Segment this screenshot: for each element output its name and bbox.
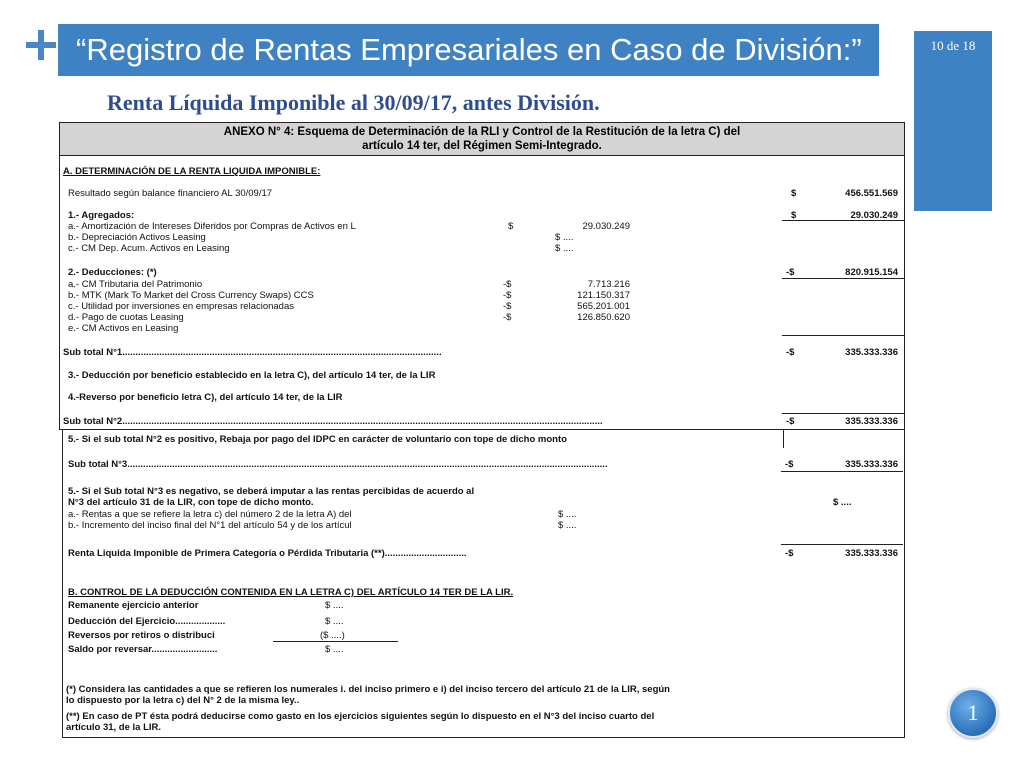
step-number-badge: 1	[948, 688, 998, 738]
rli-value: 335.333.336	[845, 548, 898, 559]
note2-line2: artículo 31, de la LIR.	[66, 722, 162, 733]
agregados-item-a-cur: $	[508, 221, 514, 232]
deducciones-item-c-value: 565.201.001	[577, 301, 630, 312]
deducciones-item-b-cur: -$	[503, 290, 512, 301]
deducciones-item-a-cur: -$	[503, 279, 512, 290]
annex-sheet-bottom	[62, 430, 905, 738]
control-row-4-label: Saldo por reversar.........................	[68, 644, 218, 655]
deducciones-item-e: e.- CM Activos en Leasing	[68, 323, 179, 334]
item5b-a-label: a.- Rentas a que se refiere la letra c) del número 2 de la letra A) del	[68, 509, 352, 520]
deducciones-item-c: c.- Utilidad por inversiones en empresas relacionadas	[68, 301, 295, 312]
deducciones-heading: 2.- Deducciones: (*)	[68, 267, 157, 278]
note1-line1: (*) Considera las cantidades a que se refieren los numerales i. del inciso primero e i) del inciso tercero del artículo 21 de la LIR, según	[66, 684, 670, 695]
agregados-item-c: c.- CM Dep. Acum. Activos en Leasing	[68, 243, 230, 254]
item5-text: 5.- Si el sub total N°2 es positivo, Rebaja por pago del IDPC en carácter de voluntario con tope de dicho monto	[68, 434, 567, 445]
deducciones-item-d-value: 126.850.620	[577, 312, 630, 323]
subtotal1-cur: -$	[786, 347, 795, 358]
deducciones-item-b: b.- MTK (Mark To Market del Cross Currency Swaps) CCS	[68, 290, 314, 301]
deducciones-item-b-value: 121.150.317	[577, 290, 630, 301]
agregados-item-c-value: $ ....	[555, 243, 574, 254]
deducciones-total: 820.915.154	[845, 267, 898, 278]
annex-header-line1: ANEXO N° 4: Esquema de Determinación de la RLI y Control de la Restitución de la letra C) del	[223, 126, 741, 138]
note1-line2: lo dispuesto por la letra c) del N° 2 de la misma ley..	[66, 695, 300, 706]
item3-text: 3.- Deducción por beneficio establecido en la letra C), del artículo 14 ter, de la LIR	[68, 370, 436, 381]
agregados-item-a-value: 29.030.249	[582, 221, 630, 232]
annex-header-line2: artículo 14 ter, del Régimen Semi-Integrado.	[362, 140, 602, 152]
deducciones-item-d-cur: -$	[503, 312, 512, 323]
subtotal3-value: 335.333.336	[845, 459, 898, 470]
deducciones-item-a: a.- CM Tributaria del Patrimonio	[68, 279, 203, 290]
agregados-item-a: a.- Amortización de Intereses Diferidos por Compras de Activos en L	[68, 221, 356, 232]
item5b-line2: N°3 del artículo 31 de la LIR, con tope de dicho monto.	[68, 497, 314, 508]
control-row-4-value: $ ....	[325, 644, 344, 655]
subtotal1-label: Sub total N°1.........................................................................................................................	[63, 347, 442, 358]
plus-icon	[26, 30, 56, 60]
note2-line1: (**) En caso de PT ésta podrá deducirse como gasto en los ejercicios siguientes según lo dispuesto en el N°3 del inciso cuarto del	[66, 711, 655, 722]
section-b-heading: B. CONTROL DE LA DEDUCCIÓN CONTENIDA EN LA LETRA C) DEL ARTÍCULO 14 TER DE LA LIR.	[68, 587, 514, 598]
deducciones-item-d: d.- Pago de cuotas Leasing	[68, 312, 184, 323]
slide-subtitle: Renta Líquida Imponible al 30/09/17, antes División.	[107, 90, 600, 115]
subtotal3-label: Sub total N°3......................................................................................................................................................................................	[68, 459, 608, 470]
subtotal3-cur: -$	[785, 459, 794, 470]
subtotal2-label: Sub total N°2......................................................................................................................................................................................	[63, 416, 603, 427]
control-row-1-value: $ ....	[325, 600, 344, 611]
section-a-heading: A. DETERMINACIÓN DE LA RENTA LIQUIDA IMPONIBLE:	[63, 166, 321, 177]
control-row-3-value: ($ ....)	[320, 630, 345, 641]
deducciones-item-a-value: 7.713.216	[587, 279, 630, 290]
agregados-cur: $	[791, 210, 797, 221]
slide-number: 10 de 18	[930, 38, 976, 53]
slide-number-panel	[914, 31, 992, 211]
subtotal2-value: 335.333.336	[845, 416, 898, 427]
agregados-item-b: b.- Depreciación Activos Leasing	[68, 232, 206, 243]
deducciones-item-c-cur: -$	[503, 301, 512, 312]
rli-label: Renta Liquida Imponible de Primera Categoría o Pérdida Tributaria (**)...............................	[68, 548, 467, 559]
agregados-total: 29.030.249	[850, 210, 898, 221]
subtotal1-value: 335.333.336	[845, 347, 898, 358]
deducciones-cur: -$	[786, 267, 795, 278]
item4-text: 4.-Reverso por beneficio letra C), del artículo 14 ter, de la LIR	[68, 392, 343, 403]
annex-header	[60, 123, 904, 156]
item5b-b-label: b.- Incremento del inciso final del N°1 del artículo 54 y de los artícul	[68, 520, 352, 531]
subtotal2-cur: -$	[786, 416, 795, 427]
control-row-1-label: Remanente ejercicio anterior	[68, 600, 199, 611]
item5b-b-value: $ ....	[558, 520, 577, 531]
control-row-2-label: Deducción del Ejercicio...................	[68, 616, 226, 627]
control-row-2-value: $ ....	[325, 616, 344, 627]
rli-cur: -$	[785, 548, 794, 559]
item5b-value: $ ....	[833, 497, 852, 508]
slide-title: “Registro de Rentas Empresariales en Caso de División:”	[58, 24, 879, 76]
annex-sheet-top	[59, 122, 905, 430]
resultado-cur: $	[791, 188, 797, 199]
item5b-a-value: $ ....	[558, 509, 577, 520]
control-row-3-label: Reversos por retiros o distribuci	[68, 630, 215, 641]
resultado-label: Resultado según balance financiero AL 30/09/17	[68, 188, 273, 199]
resultado-value: 456.551.569	[845, 188, 898, 199]
item5b-line1: 5.- Si el Sub total N°3 es negativo, se deberá imputar a las rentas percibidas de acuerdo al	[68, 486, 475, 497]
agregados-item-b-value: $ ....	[555, 232, 574, 243]
agregados-heading: 1.- Agregados:	[68, 210, 135, 221]
